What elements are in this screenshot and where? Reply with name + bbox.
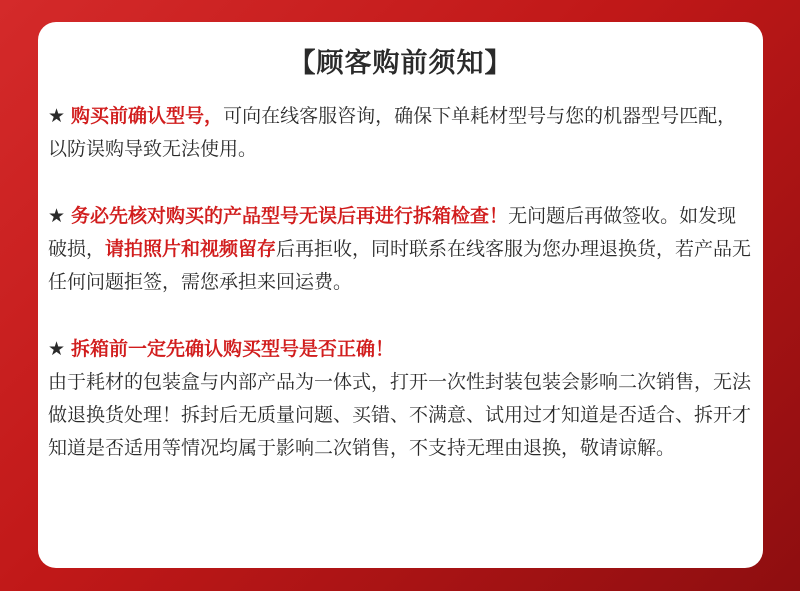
highlight-text: 拆箱前一定先确认购买型号是否正确！ — [71, 338, 395, 360]
page-title: 【顾客购前须知】 — [288, 48, 513, 79]
notice-card — [38, 22, 763, 568]
notice-item-confirm-model — [48, 100, 753, 166]
star-icon: ★ — [48, 205, 66, 227]
body-text-refund: 后再拒收，同时联系在线客服为您办理退换货，若产品无任何问题拒签，需您承担来回运费。 — [48, 238, 752, 293]
highlight-text: 购买前确认型号， — [71, 105, 224, 127]
highlight-text: 务必先核对购买的产品型号无误后再进行拆箱检查！ — [71, 205, 509, 227]
body-text: 由于耗材的包装盒与内部产品为一体式，打开一次性封装包装会影响二次销售，无法做退换货处理！拆封后无质量问题、买错、不满意、试用过才知道是否适合、拆开才知道是否适用等情况均属于影响二次销售，不支持无理由退换，敬请谅解。 — [48, 371, 752, 459]
star-icon: ★ — [48, 105, 66, 127]
notice-item-unboxing-policy — [48, 333, 753, 465]
highlight-text-photo-video: 请拍照片和视频留存 — [105, 238, 277, 260]
body-text: 无问题后再做签收。如发现破损， — [48, 205, 737, 260]
notice-item-check-before-unboxing — [48, 200, 753, 299]
star-icon: ★ — [48, 338, 66, 360]
body-text: 可向在线客服咨询，确保下单耗材型号与您的机器型号匹配，以防误购导致无法使用。 — [48, 105, 737, 160]
